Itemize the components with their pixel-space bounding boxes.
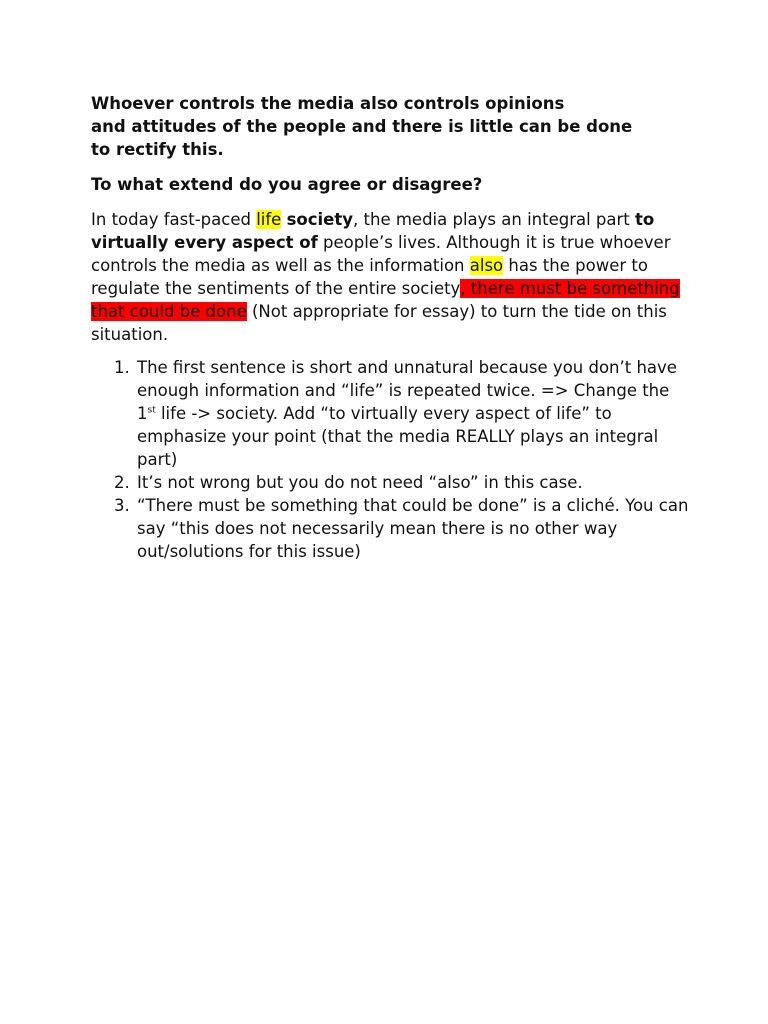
- comment-item-3: 3. “There must be something that could be done” is a cliché. You can say “this does not necessarily mean there is no other way out/solutions for this issue): [135, 494, 691, 563]
- essay-question: To what extend do you agree or disagree?: [91, 175, 483, 194]
- comments-list: [91, 356, 691, 563]
- prompt-line-1: Whoever controls the media also controls opinions: [91, 94, 565, 113]
- essay-paragraph: [91, 208, 691, 346]
- highlight-cliche: , there must be something that could be done: [91, 279, 680, 321]
- essay-text: In today fast-paced: [91, 210, 257, 229]
- essay-text: (Not appropriate for essay) to turn the tide on this situation.: [91, 302, 667, 344]
- prompt-line-2: and attitudes of the people and there is little can be done: [91, 117, 633, 136]
- essay-text: people’s lives. Although it is true whoever controls the media as well as the information: [91, 233, 671, 275]
- comment-text: The first sentence is short and unnatural because you don’t have enough information and “life” is repeated twice. => Change the 1: [137, 358, 677, 423]
- comment-text: life -> society. Add “to virtually every aspect of life” to emphasize your point (that the media REALLY plays an integral part): [137, 404, 659, 469]
- bold-aspect: to virtually every aspect of: [91, 210, 655, 252]
- essay-text: has the power to regulate the sentiments of the entire society: [91, 256, 648, 298]
- prompt-line-3: to rectify this.: [91, 140, 224, 159]
- comment-item-2: 2. It’s not wrong but you do not need “also” in this case.: [135, 471, 691, 494]
- essay-prompt: [91, 92, 691, 161]
- document-page: [91, 92, 691, 563]
- superscript: st: [147, 405, 156, 416]
- essay-text: , the media plays an integral part: [353, 210, 636, 229]
- bold-society: society: [286, 210, 354, 229]
- highlight-life: life: [256, 210, 282, 229]
- highlight-also: also: [469, 256, 504, 275]
- comment-item-1: [135, 356, 691, 471]
